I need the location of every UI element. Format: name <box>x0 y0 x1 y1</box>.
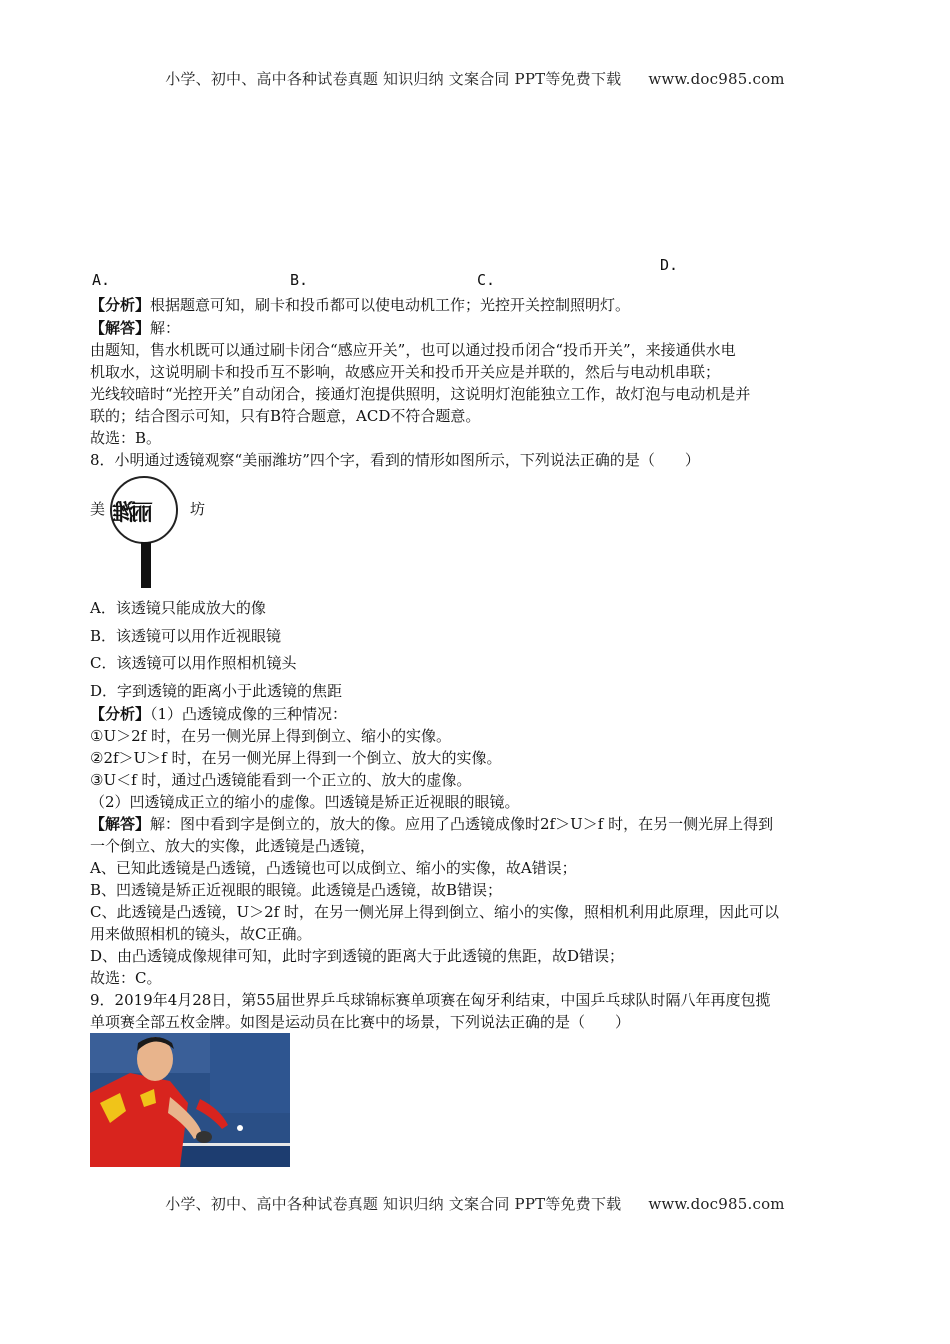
q7-answer-head <box>90 318 180 338</box>
q7-answer-line: 光线较暗时“光控开关”自动闭合，接通灯泡提供照明，这说明灯泡能独立工作，故灯泡与电动机是并 <box>90 385 751 403</box>
magnifier-handle <box>141 542 151 588</box>
q7-answer-intro: 解： <box>150 319 181 337</box>
footer-text: 小学、初中、高中各种试卷真题 知识归纳 文案合同 PPT等免费下载 <box>165 1195 622 1213</box>
figure-char-left: 美 <box>90 500 106 518</box>
q8-stem: 8．小明通过透镜观察“美丽潍坊”四个字，看到的情形如图所示，下列说法正确的是（ ） <box>90 451 700 469</box>
q8-option-d[interactable]: D．字到透镜的距离小于此透镜的焦距 <box>90 682 343 700</box>
q7-option-b: B. <box>290 271 309 289</box>
q8-conclusion: 故选：C。 <box>90 969 162 987</box>
table-tennis-photo-illustration <box>90 1033 290 1167</box>
q8-analysis-line: ②2f＞U＞f 时，在另一侧光屏上得到一个倒立、放大的实像。 <box>90 749 502 767</box>
q8-analysis-line: （2）凹透镜成正立的缩小的虚像。凹透镜是矫正近视眼的眼镜。 <box>90 793 520 811</box>
q7-answer-line: 联的；结合图示可知，只有B符合题意，ACD不符合题意。 <box>90 407 481 425</box>
q7-option-c: C. <box>477 271 496 289</box>
q8-answer-tag: 【解答】 <box>90 815 151 833</box>
q7-answer-line: 由题知，售水机既可以通过刷卡闭合“感应开关”，也可以通过投币闭合“投币开关”，来接通供水电 <box>90 341 736 359</box>
magnified-text: 丽潍 <box>115 500 154 526</box>
q8-answer-line: 解：图中看到字是倒立的，放大的像。应用了凸透镜成像时2f＞U＞f 时，在另一侧光屏上得到 <box>150 815 774 833</box>
header-text: 小学、初中、高中各种试卷真题 知识归纳 文案合同 PPT等免费下载 <box>165 70 622 88</box>
q7-answer-tag: 【解答】 <box>90 319 151 337</box>
q8-answer-line: A、已知此透镜是凸透镜，凸透镜也可以成倒立、缩小的实像，故A错误； <box>90 859 577 877</box>
q8-answer-line: D、由凸透镜成像规律可知，此时字到透镜的距离大于此透镜的焦距，故D错误； <box>90 947 625 965</box>
page-header <box>0 68 950 89</box>
footer-url[interactable]: www.doc985.com <box>648 1195 785 1213</box>
q8-answer-head <box>90 814 773 834</box>
q8-analysis-line: ③U＜f 时，通过凸透镜能看到一个正立的、放大的虚像。 <box>90 771 472 789</box>
q7-analysis-text: 根据题意可知，刷卡和投币都可以使电动机工作；光控开关控制照明灯。 <box>150 296 631 314</box>
q8-analysis-line: （1）凸透镜成像的三种情况： <box>150 705 348 723</box>
q8-answer-line: 一个倒立、放大的实像，此透镜是凸透镜， <box>90 837 376 855</box>
q7-answer-line: 机取水，这说明刷卡和投币互不影响，故感应开关和投币开关应是并联的，然后与电动机串联； <box>90 363 721 381</box>
q8-option-a[interactable]: A．该透镜只能成放大的像 <box>90 599 266 617</box>
q8-analysis-line: ①U＞2f 时，在另一侧光屏上得到倒立、缩小的实像。 <box>90 727 451 745</box>
q7-analysis <box>90 295 630 315</box>
figure-char-right: 坊 <box>190 500 206 518</box>
q8-answer-line: C、此透镜是凸透镜，U＞2f 时，在另一侧光屏上得到倒立、缩小的实像，照相机利用此原理，因此可以 <box>90 903 779 921</box>
q9-stem-line: 9．2019年4月28日，第55届世界乒乓球锦标赛单项赛在匈牙利结束，中国乒乓球队时隔八年再度包揽 <box>90 991 771 1009</box>
q8-analysis-tag: 【分析】 <box>90 705 151 723</box>
q8-answer-line: B、凹透镜是矫正近视眼的眼镜。此透镜是凸透镜，故B错误； <box>90 881 503 899</box>
q8-option-c[interactable]: C．该透镜可以用作照相机镜头 <box>90 654 297 672</box>
table-tennis-photo <box>90 1033 290 1167</box>
q8-option-b[interactable]: B．该透镜可以用作近视眼镜 <box>90 627 282 645</box>
magnifier-figure <box>90 476 220 588</box>
q7-option-a: A. <box>92 271 111 289</box>
header-url[interactable]: www.doc985.com <box>648 70 785 88</box>
page-footer <box>0 1193 950 1214</box>
q8-answer-line: 用来做照相机的镜头，故C正确。 <box>90 925 312 943</box>
q7-option-d: D. <box>660 256 679 274</box>
q7-conclusion: 故选：B。 <box>90 429 162 447</box>
q9-stem-line: 单项赛全部五枚金牌。如图是运动员在比赛中的场景，下列说法正确的是（ ） <box>90 1013 631 1031</box>
q7-analysis-tag: 【分析】 <box>90 296 151 314</box>
q8-analysis-head <box>90 704 347 724</box>
